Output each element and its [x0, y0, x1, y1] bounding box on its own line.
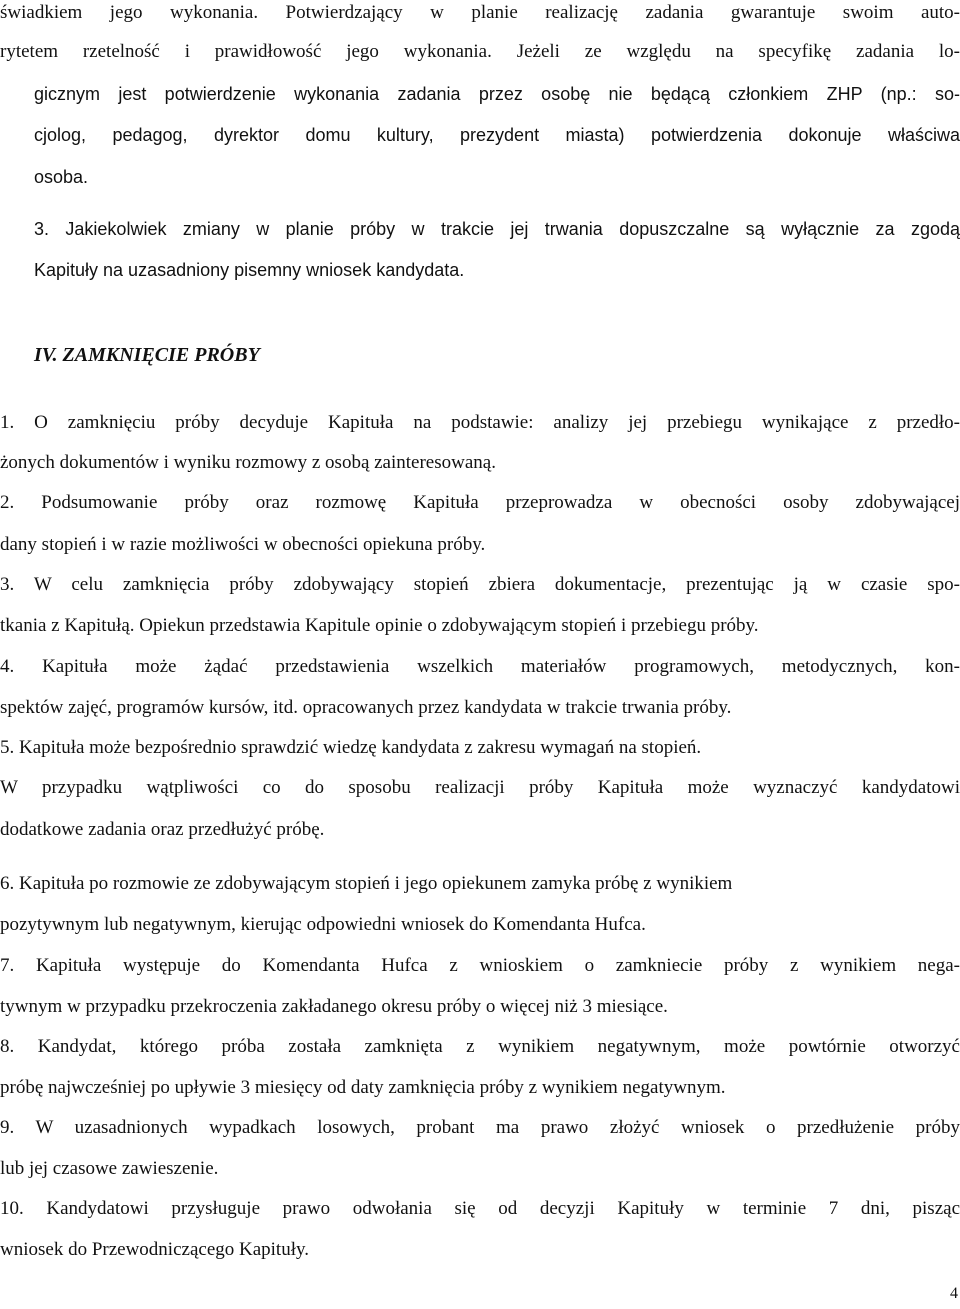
paragraph-line: żonych dokumentów i wyniku rozmowy z osobą zainteresowaną. [0, 452, 496, 473]
page-number: 4 [950, 1285, 958, 1302]
paragraph-line: gicznym jest potwierdzenie wykonania zadania przez osobę nie będącą członkiem ZHP (np.: so- [34, 84, 960, 104]
paragraph-line: tkania z Kapitułą. Opiekun przedstawia Kapitule opinie o zdobywającym stopień i przebiegu próby. [0, 615, 759, 636]
paragraph-line: 4. Kapituła może żądać przedstawienia wszelkich materiałów programowych, metodycznych, kon- [0, 656, 960, 677]
paragraph-line: świadkiem jego wykonania. Potwierdzający w planie realizację zadania gwarantuje swoim auto- [0, 2, 960, 23]
paragraph-line: 3. W celu zamknięcia próby zdobywający stopień zbiera dokumentacje, prezentując ją w czasie spo- [0, 574, 960, 595]
paragraph-line: 2. Podsumowanie próby oraz rozmowę Kapituła przeprowadza w obecności osoby zdobywającej [0, 492, 960, 513]
paragraph-line: cjolog, pedagog, dyrektor domu kultury, prezydent miasta) potwierdzenia dokonuje właściwa [34, 125, 960, 145]
paragraph-line: 10. Kandydatowi przysługuje prawo odwołania się od decyzji Kapituły w terminie 7 dni, pisząc [0, 1198, 960, 1219]
paragraph-line: pozytywnym lub negatywnym, kierując odpowiedni wniosek do Komendanta Hufca. [0, 914, 646, 935]
paragraph-line: 3. Jakiekolwiek zmiany w planie próby w trakcie jej trwania dopuszczalne są wyłącznie za zgodą [34, 219, 960, 239]
paragraph-line: lub jej czasowe zawieszenie. [0, 1158, 219, 1179]
paragraph-line: próbę najwcześniej po upływie 3 miesięcy od daty zamknięcia próby z wynikiem negatywnym. [0, 1077, 726, 1098]
paragraph-line: rytetem rzetelność i prawidłowość jego wykonania. Jeżeli ze względu na specyfikę zadania lo- [0, 41, 960, 62]
paragraph-line: 9. W uzasadnionych wypadkach losowych, probant ma prawo złożyć wniosek o przedłużenie próby [0, 1117, 960, 1138]
paragraph-line: 1. O zamknięciu próby decyduje Kapituła na podstawie: analizy jej przebiegu wynikające z przedło- [0, 412, 960, 433]
section-heading: IV. ZAMKNIĘCIE PRÓBY [34, 344, 260, 366]
paragraph-line: 5. Kapituła może bezpośrednio sprawdzić wiedzę kandydata z zakresu wymagań na stopień. [0, 737, 702, 758]
paragraph-line: W przypadku wątpliwości co do sposobu realizacji próby Kapituła może wyznaczyć kandydatowi [0, 777, 960, 798]
paragraph-line: 6. Kapituła po rozmowie ze zdobywającym stopień i jego opiekunem zamyka próbę z wynikiem [0, 873, 733, 894]
paragraph-line: 8. Kandydat, którego próba została zamknięta z wynikiem negatywnym, może powtórnie otworzyć [0, 1036, 960, 1057]
paragraph-line: wniosek do Przewodniczącego Kapituły. [0, 1239, 310, 1260]
paragraph-line: 7. Kapituła występuje do Komendanta Hufca z wnioskiem o zamkniecie próby z wynikiem nega- [0, 955, 960, 976]
paragraph-line: spektów zajęć, programów kursów, itd. opracowanych przez kandydata w trakcie trwania próby. [0, 697, 732, 718]
paragraph-line: osoba. [34, 167, 89, 187]
paragraph-line: tywnym w przypadku przekroczenia zakładanego okresu próby o więcej niż 3 miesiące. [0, 996, 668, 1017]
paragraph-line: dodatkowe zadania oraz przedłużyć próbę. [0, 819, 325, 840]
paragraph-line: dany stopień i w razie możliwości w obecności opiekuna próby. [0, 534, 486, 555]
paragraph-line: Kapituły na uzasadniony pisemny wniosek kandydata. [34, 260, 465, 280]
